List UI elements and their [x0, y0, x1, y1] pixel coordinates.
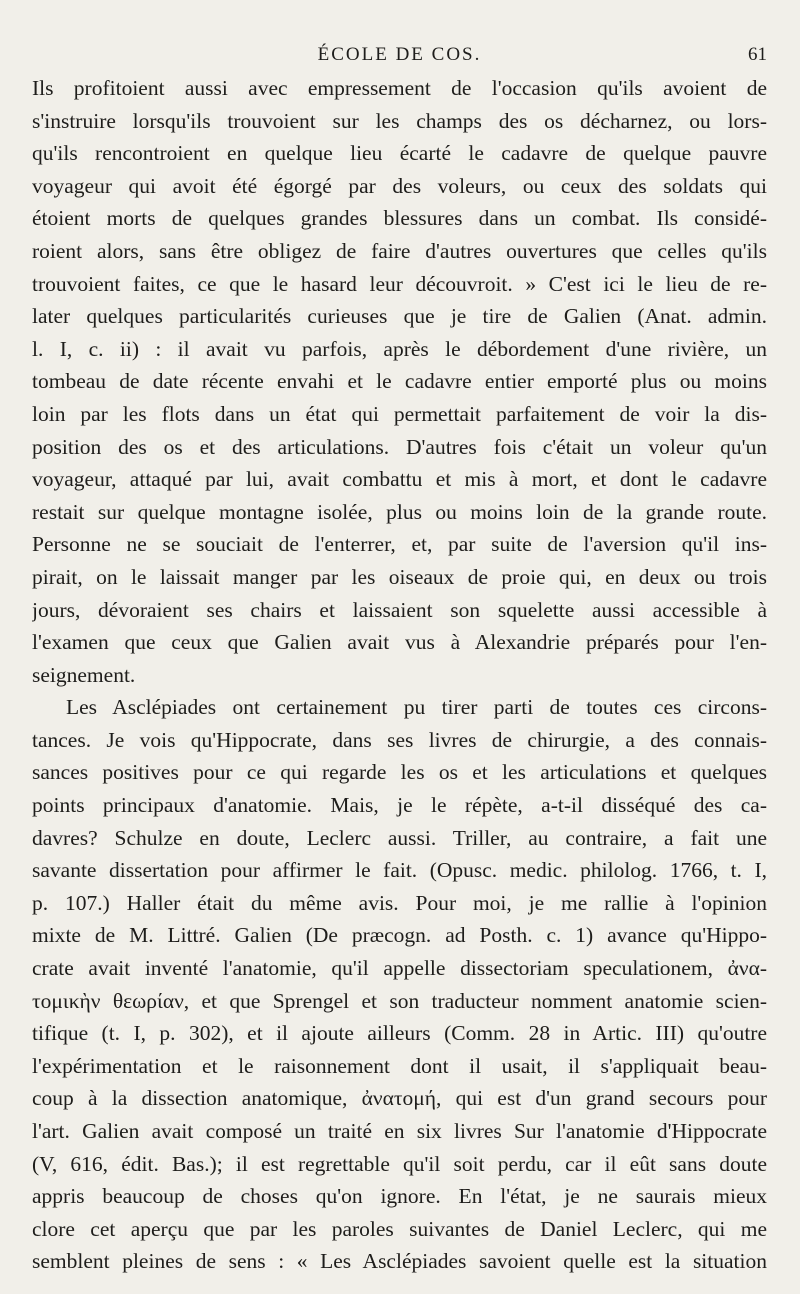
text-line: crate avait inventé l'anatomie, qu'il appelle dissectoriam speculationem, ἀνα-	[32, 956, 767, 981]
text-line: davres? Schulze en doute, Leclerc aussi. Triller, au contraire, a fait une	[32, 825, 767, 850]
running-title: ÉCOLE DE COS.	[317, 44, 482, 65]
text-line: clore cet aperçu que par les paroles suivantes de Daniel Leclerc, qui me	[32, 1216, 767, 1241]
text-line: l'art. Galien avait composé un traité en six livres Sur l'anatomie d'Hippocrate	[32, 1119, 767, 1143]
text-line: τομικὴν θεωρίαν, et que Sprengel et son traducteur nomment anatomie scien-	[32, 988, 767, 1013]
text-line: tifique (t. I, p. 302), et il ajoute ailleurs (Comm. 28 in Artic. III) qu'outre	[32, 1021, 767, 1046]
text-line: l'expérimentation et le raisonnement dont il usait, il s'appliquait beau-	[32, 1053, 767, 1078]
text-line: semblent pleines de sens : « Les Asclépiades savoient quelle est la situation	[32, 1249, 767, 1274]
text-line: étoient morts de quelques grandes blessures dans un combat. Ils considé-	[32, 206, 767, 231]
text-line: loin par les flots dans un état qui permettait parfaitement de voir la dis-	[32, 401, 767, 426]
text-line: jours, dévoraient ses chairs et laissaient son squelette aussi accessible à	[32, 597, 767, 622]
text-line: later quelques particularités curieuses que je tire de Galien (Anat. admin.	[32, 304, 767, 329]
text-line: l'examen que ceux que Galien avait vus à Alexandrie préparés pour l'en-	[32, 630, 767, 655]
running-head	[32, 40, 767, 72]
text-line: l. I, c. ii) : il avait vu parfois, après le débordement d'une rivière, un	[32, 336, 767, 361]
text-line: voyageur, attaqué par lui, avait combattu et mis à mort, et dont le cadavre	[32, 467, 767, 492]
text-line: seignement.	[32, 662, 136, 687]
page-number: 61	[748, 44, 767, 65]
text-line: position des os et des articulations. D'autres fois c'était un voleur qu'un	[32, 434, 767, 459]
text-line: roient alors, sans être obligez de faire d'autres ouvertures que celles qu'ils	[32, 238, 767, 263]
text-line: qu'ils rencontroient en quelque lieu écarté le cadavre de quelque pauvre	[32, 141, 767, 166]
text-line: p. 107.) Haller était du même avis. Pour moi, je me rallie à l'opinion	[32, 890, 767, 915]
text-line: Ils profitoient aussi avec empressement de l'occasion qu'ils avoient de	[32, 76, 767, 100]
text-line: s'instruire lorsqu'ils trouvoient sur les champs des os décharnez, ou lors-	[32, 108, 767, 133]
text-line: voyageur qui avoit été égorgé par des voleurs, ou ceux des soldats qui	[32, 173, 767, 198]
body-text	[32, 72, 767, 1278]
text-line: (V, 616, édit. Bas.); il est regrettable qu'il soit perdu, car il eût sans doute	[32, 1151, 767, 1176]
text-line: pirait, on le laissait manger par les oiseaux de proie qui, en deux ou trois	[32, 564, 767, 589]
text-line: tances. Je vois qu'Hippocrate, dans ses livres de chirurgie, a des connais-	[32, 727, 767, 752]
text-line: points principaux d'anatomie. Mais, je le répète, a-t-il disséqué des ca-	[32, 793, 767, 818]
text-line: Les Asclépiades ont certainement pu tirer parti de toutes ces circons-	[66, 695, 767, 720]
text-line: coup à la dissection anatomique, ἀνατομή, qui est d'un grand secours pour	[32, 1086, 767, 1111]
text-line: Personne ne se souciait de l'enterrer, et, par suite de l'aversion qu'il ins-	[32, 532, 767, 557]
text-line: mixte de M. Littré. Galien (De præcogn. ad Posth. c. 1) avance qu'Hippo-	[32, 923, 767, 948]
text-line: sances positives pour ce qui regarde les os et les articulations et quelques	[32, 760, 767, 785]
text-line: appris beaucoup de choses qu'on ignore. En l'état, je ne saurais mieux	[32, 1184, 767, 1209]
text-line: tombeau de date récente envahi et le cadavre entier emporté plus ou moins	[32, 369, 767, 394]
text-line: savante dissertation pour affirmer le fait. (Opusc. medic. philolog. 1766, t. I,	[32, 858, 767, 883]
text-line: trouvoient faites, ce que le hasard leur découvroit. » C'est ici le lieu de re-	[32, 271, 767, 296]
text-line: restait sur quelque montagne isolée, plus ou moins loin de la grande route.	[32, 499, 767, 524]
